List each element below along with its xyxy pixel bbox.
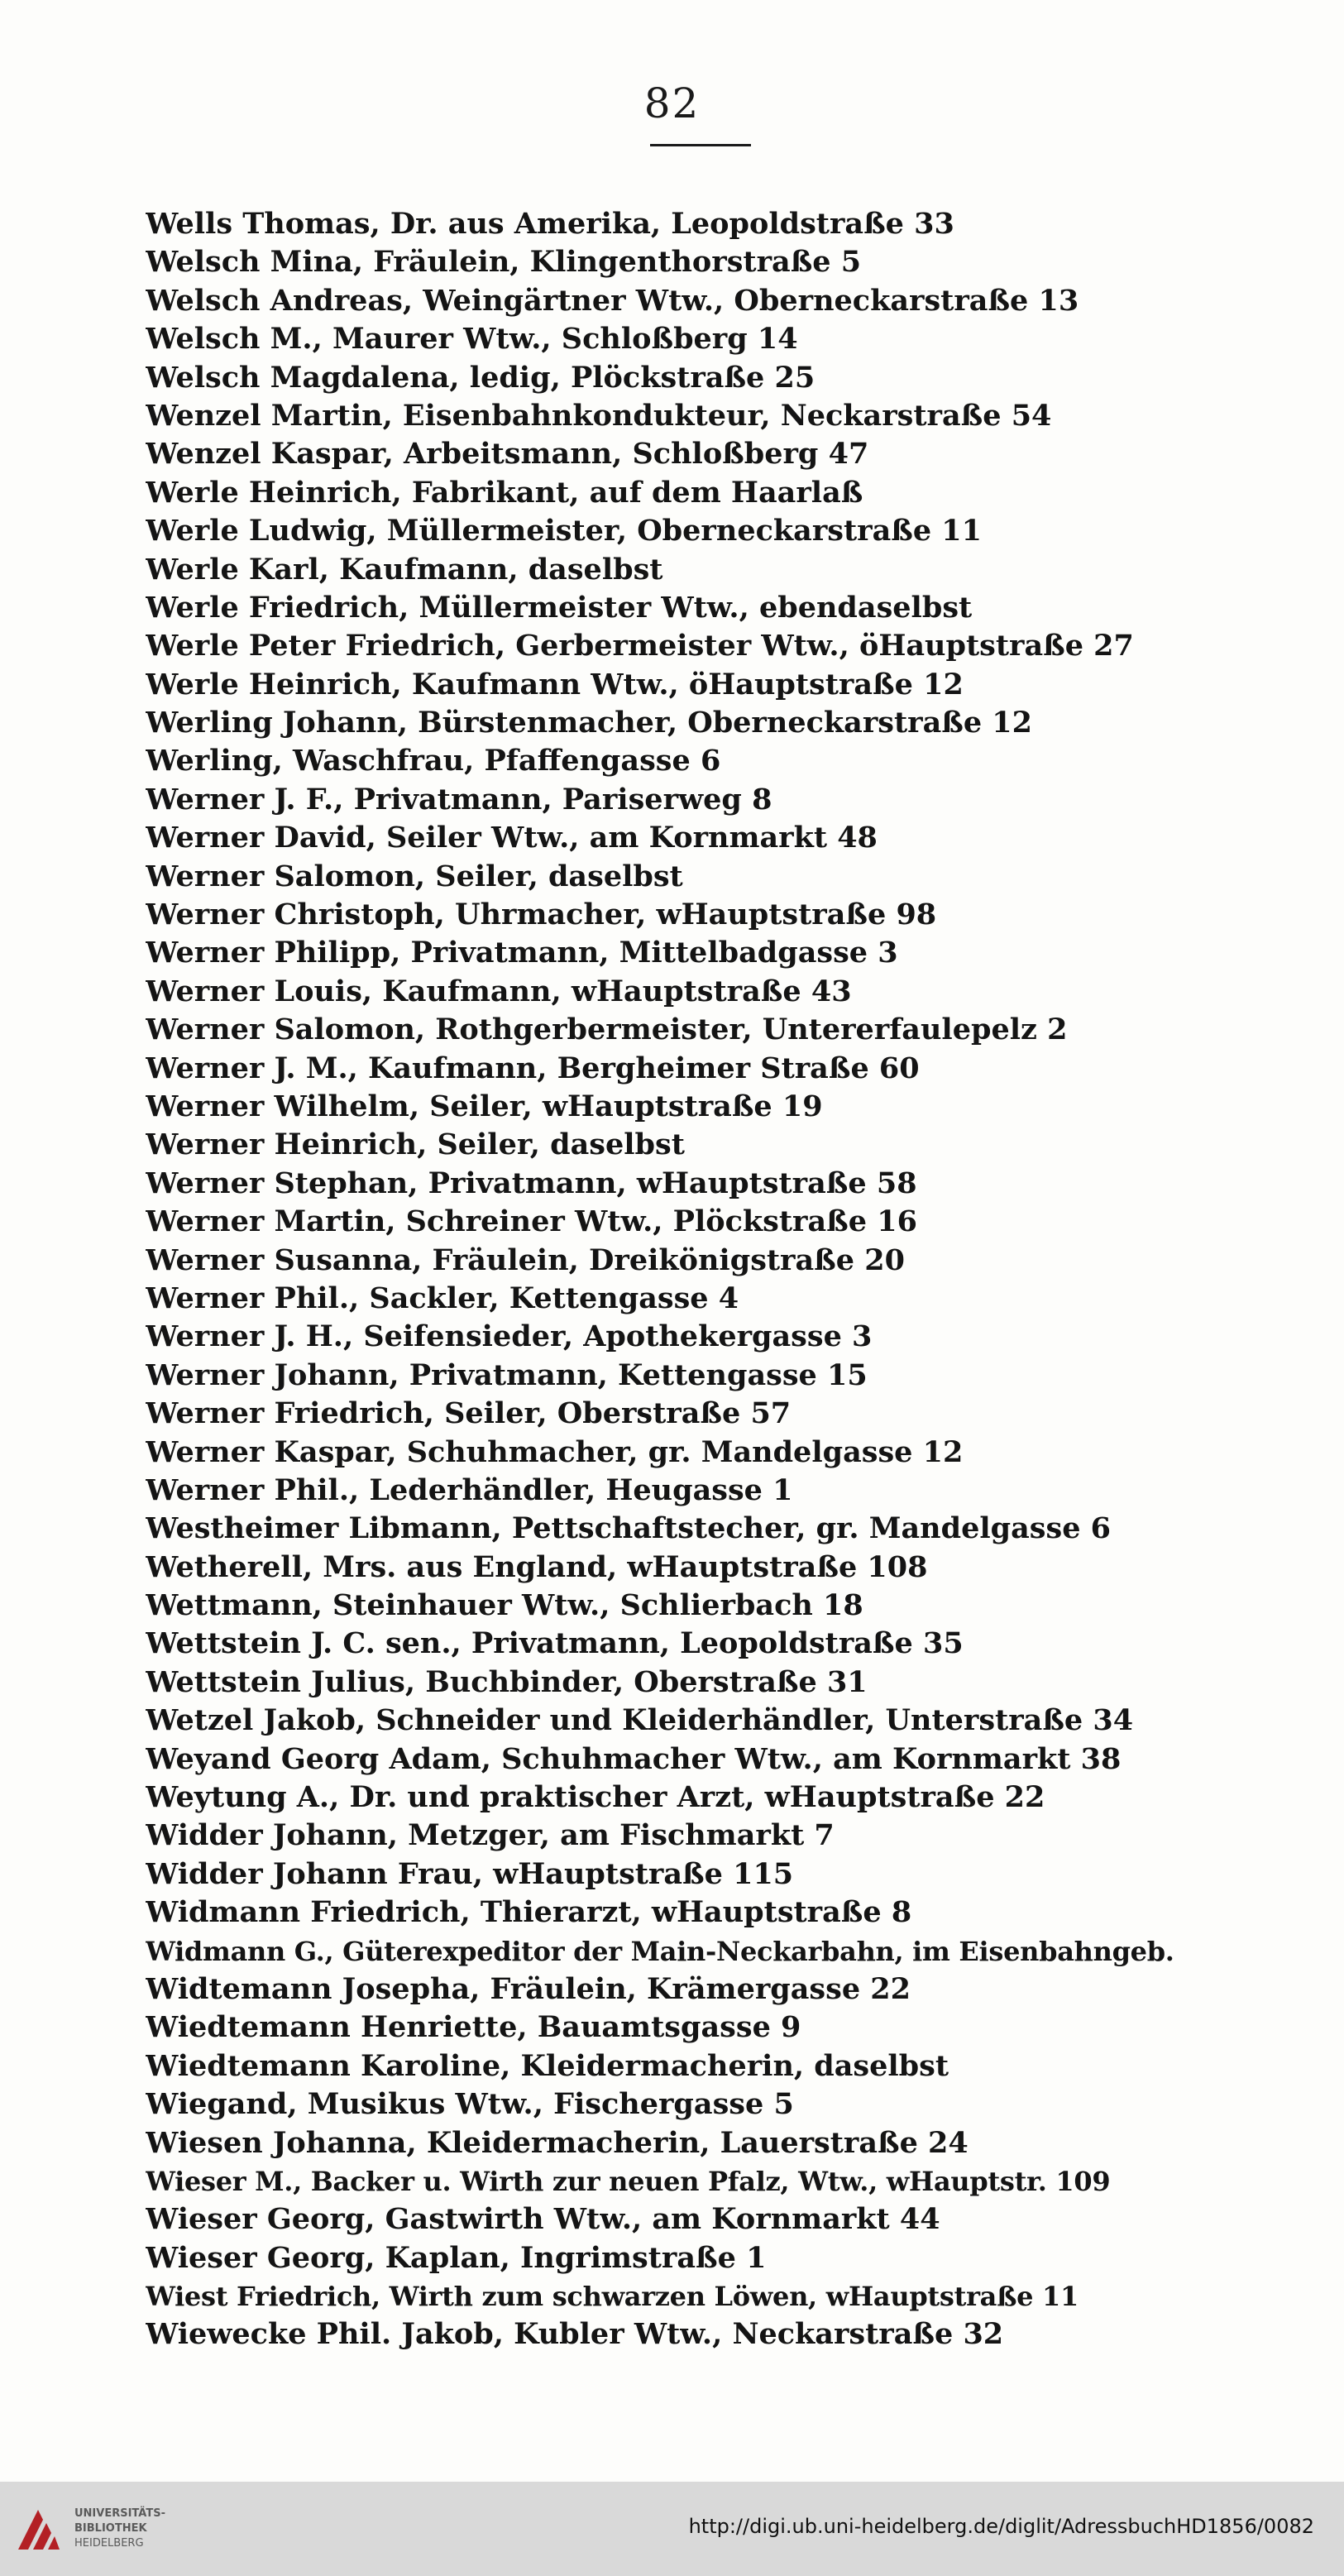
directory-entry: Wenzel Kaspar, Arbeitsmann, Schloßberg 47 — [146, 437, 869, 472]
university-library-logo-icon — [15, 2507, 61, 2553]
directory-entry: Werner Phil., Sackler, Kettengasse 4 — [146, 1281, 739, 1315]
directory-entry: Widmann G., Güterexpeditor der Main-Neckarbahn, im Eisenbahngeb. — [146, 1935, 1174, 1967]
directory-entry: Werner Salomon, Rothgerbermeister, Untererfaulepelz 2 — [146, 1013, 1068, 1047]
directory-entry: Wiegand, Musikus Wtw., Fischergasse 5 — [146, 2087, 794, 2122]
page-number: 82 — [643, 79, 701, 127]
library-name-line-1: UNIVERSITÄTS- — [74, 2507, 165, 2520]
directory-entry: Widmann Friedrich, Thierarzt, wHauptstraße 8 — [146, 1895, 912, 1930]
directory-entry: Werner Heinrich, Seiler, daselbst — [146, 1128, 685, 1162]
directory-entry: Werner Stephan, Privatmann, wHauptstraße 58 — [146, 1166, 917, 1200]
directory-entry: Westheimer Libmann, Pettschaftstecher, gr. Mandelgasse 6 — [146, 1511, 1111, 1546]
directory-entry: Wieser M., Backer u. Wirth zur neuen Pfalz, Wtw., wHauptstr. 109 — [146, 2165, 1111, 2197]
directory-entry: Widder Johann Frau, wHauptstraße 115 — [146, 1856, 794, 1891]
directory-entry: Wetherell, Mrs. aus England, wHauptstraße 108 — [146, 1549, 928, 1584]
directory-entry: Wettstein Julius, Buchbinder, Oberstraße 31 — [146, 1664, 868, 1699]
directory-entry: Werle Friedrich, Müllermeister Wtw., ebendaselbst — [146, 590, 973, 625]
directory-entry: Wells Thomas, Dr. aus Amerika, Leopoldstraße 33 — [146, 207, 954, 241]
directory-entry: Werle Ludwig, Müllermeister, Oberneckarstraße 11 — [146, 514, 983, 548]
directory-entry: Werner Phil., Lederhändler, Heugasse 1 — [146, 1472, 793, 1507]
header-rule — [650, 144, 751, 146]
directory-entry: Werner Philipp, Privatmann, Mittelbadgasse 3 — [146, 936, 898, 970]
directory-entry: Wettstein J. C. sen., Privatmann, Leopoldstraße 35 — [146, 1626, 964, 1661]
directory-entry: Werle Heinrich, Fabrikant, auf dem Haarlaß — [146, 475, 863, 510]
directory-entry: Werner David, Seiler Wtw., am Kornmarkt 48 — [146, 821, 878, 855]
library-name — [74, 2507, 165, 2551]
directory-entry: Werner Johann, Privatmann, Kettengasse 15 — [146, 1357, 868, 1392]
directory-entries — [146, 205, 1320, 2354]
directory-entry: Wiesen Johanna, Kleidermacherin, Lauerstraße 24 — [146, 2125, 969, 2160]
directory-entry: Widtemann Josepha, Fräulein, Krämergasse 22 — [146, 1971, 911, 2006]
footer-bar — [0, 2482, 1344, 2576]
directory-entry: Wiewecke Phil. Jakob, Kubler Wtw., Neckarstraße 32 — [146, 2317, 1004, 2352]
directory-entry: Werle Heinrich, Kaufmann Wtw., öHauptstraße 12 — [146, 667, 964, 701]
directory-entry: Weyand Georg Adam, Schuhmacher Wtw., am Kornmarkt 38 — [146, 1741, 1122, 1776]
source-url-link[interactable]: http://digi.ub.uni-heidelberg.de/diglit/AdressbuchHD1856/0082 — [688, 2515, 1314, 2538]
library-name-line-3: HEIDELBERG — [74, 2537, 144, 2550]
directory-entry: Werner J. F., Privatmann, Pariserweg 8 — [146, 782, 772, 816]
library-name-line-2: BIBLIOTHEK — [74, 2522, 147, 2535]
directory-entry: Welsch M., Maurer Wtw., Schloßberg 14 — [146, 322, 798, 357]
directory-entry: Wieser Georg, Gastwirth Wtw., am Kornmarkt 44 — [146, 2202, 940, 2237]
directory-entry: Wieser Georg, Kaplan, Ingrimstraße 1 — [146, 2240, 767, 2275]
directory-entry: Werner Martin, Schreiner Wtw., Plöckstraße 16 — [146, 1204, 917, 1239]
directory-entry: Wiedtemann Henriette, Bauamtsgasse 9 — [146, 2010, 801, 2045]
directory-entry: Wettmann, Steinhauer Wtw., Schlierbach 18 — [146, 1588, 863, 1623]
directory-entry: Werner Susanna, Fräulein, Dreikönigstraße 20 — [146, 1243, 905, 1277]
directory-entry: Werner Wilhelm, Seiler, wHauptstraße 19 — [146, 1089, 823, 1123]
directory-entry: Wiedtemann Karoline, Kleidermacherin, daselbst — [146, 2048, 949, 2083]
directory-entry: Werner Louis, Kaufmann, wHauptstraße 43 — [146, 974, 852, 1008]
directory-entry: Werner Salomon, Seiler, daselbst — [146, 859, 683, 893]
directory-entry: Wenzel Martin, Eisenbahnkondukteur, Neckarstraße 54 — [146, 398, 1052, 433]
directory-entry: Weytung A., Dr. und praktischer Arzt, wHauptstraße 22 — [146, 1780, 1045, 1815]
directory-entry: Werner Friedrich, Seiler, Oberstraße 57 — [146, 1396, 792, 1431]
directory-entry: Werle Peter Friedrich, Gerbermeister Wtw., öHauptstraße 27 — [146, 629, 1134, 663]
directory-entry: Wiest Friedrich, Wirth zum schwarzen Löwen, wHauptstraße 11 — [146, 2281, 1079, 2313]
directory-entry: Werner J. H., Seifensieder, Apothekergasse 3 — [146, 1319, 873, 1354]
directory-entry: Welsch Magdalena, ledig, Plöckstraße 25 — [146, 360, 815, 395]
directory-entry: Werner Christoph, Uhrmacher, wHauptstraße 98 — [146, 898, 937, 932]
directory-entry: Wetzel Jakob, Schneider und Kleiderhändler, Unterstraße 34 — [146, 1703, 1134, 1738]
directory-entry: Werner Kaspar, Schuhmacher, gr. Mandelgasse 12 — [146, 1434, 964, 1469]
directory-entry: Werle Karl, Kaufmann, daselbst — [146, 552, 663, 587]
directory-entry: Werling, Waschfrau, Pfaffengasse 6 — [146, 744, 721, 778]
directory-entry: Werner J. M., Kaufmann, Bergheimer Straße 60 — [146, 1051, 920, 1085]
directory-entry: Welsch Andreas, Weingärtner Wtw., Oberneckarstraße 13 — [146, 283, 1079, 318]
directory-entry: Welsch Mina, Fräulein, Klingenthorstraße 5 — [146, 245, 862, 280]
directory-entry: Werling Johann, Bürstenmacher, Oberneckarstraße 12 — [146, 706, 1033, 740]
directory-entry: Widder Johann, Metzger, am Fischmarkt 7 — [146, 1818, 835, 1853]
